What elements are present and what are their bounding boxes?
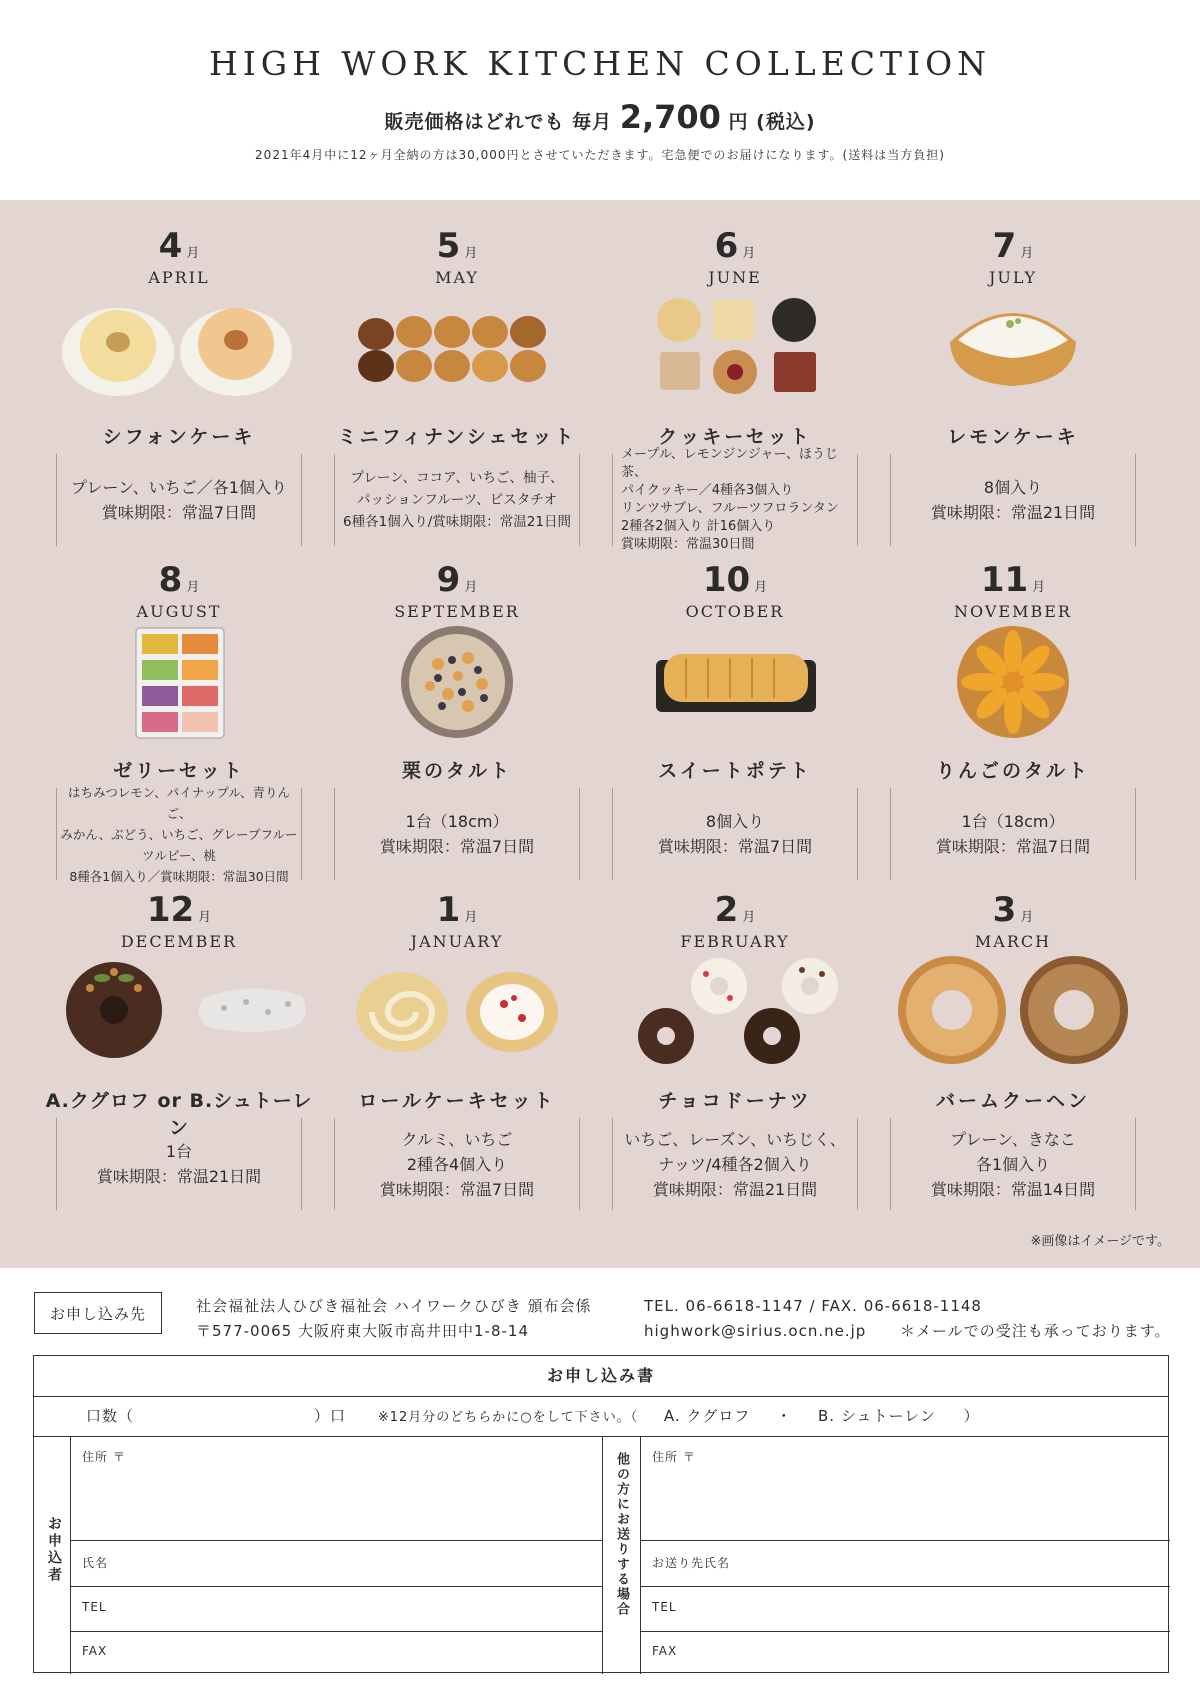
lemon-cake-icon <box>874 290 1152 408</box>
organization-name: 社会福祉法人ひびき福祉会 ハイワークひびき 頒布会係 <box>196 1297 592 1315</box>
month-card-august <box>40 534 318 884</box>
product-desc: プレーン、いちご／各1個入り 賞味期限：常温7日間 <box>56 454 302 546</box>
product-desc: 1台（18cm） 賞味期限：常温7日間 <box>890 788 1136 880</box>
month-card-july <box>874 200 1152 530</box>
applicant-fax-field[interactable]: FAX <box>82 1644 108 1658</box>
apple-tart-icon <box>874 624 1152 742</box>
chestnut-tart-icon <box>318 624 596 742</box>
month-number: 8 月 <box>158 560 200 600</box>
month-english: AUGUST <box>136 602 222 621</box>
month-card-march <box>874 864 1152 1199</box>
cookie-set-icon <box>596 290 874 408</box>
month-number: 7 月 <box>992 226 1034 266</box>
choice-kugelhopf[interactable]: A. クグロフ <box>663 1407 751 1425</box>
month-card-may <box>318 200 596 530</box>
organization-address: 〒577-0065 大阪府東大阪市高井田中1-8-14 <box>196 1322 529 1340</box>
month-english: NOVEMBER <box>954 602 1072 621</box>
product-desc: プレーン、ココア、いちご、柚子、 パッションフルーツ、ピスタチオ 6種各1個入り/賞味期限：常温21日間 <box>334 454 580 546</box>
chiffon-cake-icon <box>40 290 318 408</box>
product-name: ゼリーセット <box>113 760 245 782</box>
email-link[interactable]: highwork@sirius.ocn.ne.jp <box>644 1322 867 1340</box>
product-name: スイートポテト <box>658 760 812 782</box>
other-recipient-label: 他の方にお送りする場合 <box>614 1452 629 1617</box>
month-card-february <box>596 864 874 1199</box>
month-card-december <box>40 864 318 1194</box>
sweet-potato-icon <box>596 624 874 742</box>
month-number: 3 月 <box>992 890 1034 930</box>
application-form <box>33 1355 1169 1673</box>
month-number: 12 月 <box>146 890 212 930</box>
month-card-october <box>596 534 874 864</box>
recipient-fax-field[interactable]: FAX <box>652 1644 678 1658</box>
price-prefix: 販売価格はどれでも 毎月 <box>384 111 613 133</box>
choco-donut-icon <box>596 954 874 1072</box>
month-number: 5 月 <box>436 226 478 266</box>
month-number: 11 月 <box>980 560 1046 600</box>
price-line <box>0 98 1200 136</box>
product-desc: クルミ、いちご 2種各4個入り 賞味期限：常温7日間 <box>334 1118 580 1210</box>
image-disclaimer: ※画像はイメージです。 <box>1030 1234 1170 1249</box>
apply-to-label: お申し込み先 <box>34 1292 162 1334</box>
product-desc: プレーン、きなこ 各1個入り 賞味期限：常温14日間 <box>890 1118 1136 1210</box>
month-card-november <box>874 534 1152 864</box>
product-name: バームクーヘン <box>935 1090 1090 1112</box>
product-name: クッキーセット <box>658 426 812 448</box>
recipient-tel-field[interactable]: TEL <box>652 1600 677 1614</box>
product-name: ミニフィナンシェセット <box>337 426 577 448</box>
month-number: 10 月 <box>702 560 768 600</box>
month-number: 9 月 <box>436 560 478 600</box>
product-desc: メープル、レモンジンジャー、ほうじ茶、 パイクッキー／4種各3個入り リンツサブレ、フルーツフロランタン 2種各2個入り 計16個入り 賞味期限：常温30日間 <box>612 454 858 546</box>
contact-numbers <box>644 1294 1171 1344</box>
recipient-address-field[interactable]: 住所 〒 <box>652 1450 696 1464</box>
form-title: お申し込み書 <box>546 1366 655 1385</box>
product-panel <box>0 200 1200 1268</box>
product-name: レモンケーキ <box>947 426 1079 448</box>
month-english: DECEMBER <box>120 932 238 951</box>
product-desc: 1台（18cm） 賞味期限：常温7日間 <box>334 788 580 880</box>
product-name: A.クグロフ or B.シュトーレン <box>45 1090 313 1139</box>
price-suffix: 円 (税込) <box>728 111 816 133</box>
month-english: OCTOBER <box>685 602 785 621</box>
roll-cake-icon <box>318 954 596 1072</box>
month-card-january <box>318 864 596 1199</box>
product-desc: いちご、レーズン、いちじく、 ナッツ/4種各2個入り 賞味期限：常温21日間 <box>612 1118 858 1210</box>
december-choice-notice: ※12月分のどちらかに○をして下さい。（ <box>377 1410 639 1425</box>
month-card-september <box>318 534 596 864</box>
month-card-june <box>596 200 874 552</box>
form-divider <box>34 1436 1168 1437</box>
recipient-name-field[interactable]: お送り先氏名 <box>652 1556 731 1570</box>
product-desc: 1台 賞味期限：常温21日間 <box>56 1118 302 1210</box>
product-name: チョコドーナツ <box>658 1090 812 1112</box>
mail-note: ＊メールでの受注も承っております。 <box>900 1322 1171 1340</box>
applicant-name-field[interactable]: 氏名 <box>82 1556 109 1570</box>
tel-fax: TEL. 06-6618-1147 / FAX. 06-6618-1148 <box>644 1297 982 1315</box>
organization-info <box>196 1294 592 1344</box>
month-english: SEPTEMBER <box>394 602 520 621</box>
product-name: ロールケーキセット <box>358 1090 556 1112</box>
price-note: 2021年4月中に12ヶ月全納の方は30,000円とさせていただきます。宅急便でのお届けになります。(送料は当方負担) <box>255 148 945 162</box>
month-english: MAY <box>435 268 479 287</box>
choice-stollen[interactable]: B. シュトーレン <box>818 1407 936 1425</box>
month-number: 2 月 <box>714 890 756 930</box>
product-name: りんごのタルト <box>935 760 1090 782</box>
page-title: HIGH WORK KITCHEN COLLECTION <box>208 44 992 83</box>
applicant-address-field[interactable]: 住所 〒 <box>82 1450 126 1464</box>
product-name: シフォンケーキ <box>102 426 256 448</box>
month-english: JUNE <box>708 268 762 287</box>
quantity-row[interactable]: 口数（ ）口 ※12月分のどちらかに○をして下さい。（ A. クグロフ ・ B. シュトーレン ） <box>86 1407 980 1425</box>
month-number: 4 月 <box>158 226 200 266</box>
financier-icon <box>318 290 596 408</box>
applicant-tel-field[interactable]: TEL <box>82 1600 107 1614</box>
month-english: JANUARY <box>410 932 504 951</box>
baumkuchen-icon <box>874 954 1152 1072</box>
product-desc: 8個入り 賞味期限：常温7日間 <box>612 788 858 880</box>
month-card-april <box>40 200 318 530</box>
jelly-set-icon <box>40 624 318 742</box>
month-english: JULY <box>988 268 1038 287</box>
kugelhopf-stollen-icon <box>40 954 318 1072</box>
applicant-label: お申込者 <box>46 1516 62 1584</box>
month-english: MARCH <box>974 932 1052 951</box>
product-desc: 8個入り 賞味期限：常温21日間 <box>890 454 1136 546</box>
price-amount: 2,700 <box>619 98 721 136</box>
month-english: FEBRUARY <box>680 932 790 951</box>
month-english: APRIL <box>148 268 210 287</box>
header <box>0 0 1200 200</box>
month-number: 6 月 <box>714 226 756 266</box>
product-desc: はちみつレモン、パイナップル、青りんご、 みかん、ぶどう、いちご、グレープフルーツルビー、桃 8種各1個入り／賞味期限：常温30日間 <box>56 788 302 880</box>
month-number: 1 月 <box>436 890 478 930</box>
product-name: 栗のタルト <box>401 760 512 782</box>
